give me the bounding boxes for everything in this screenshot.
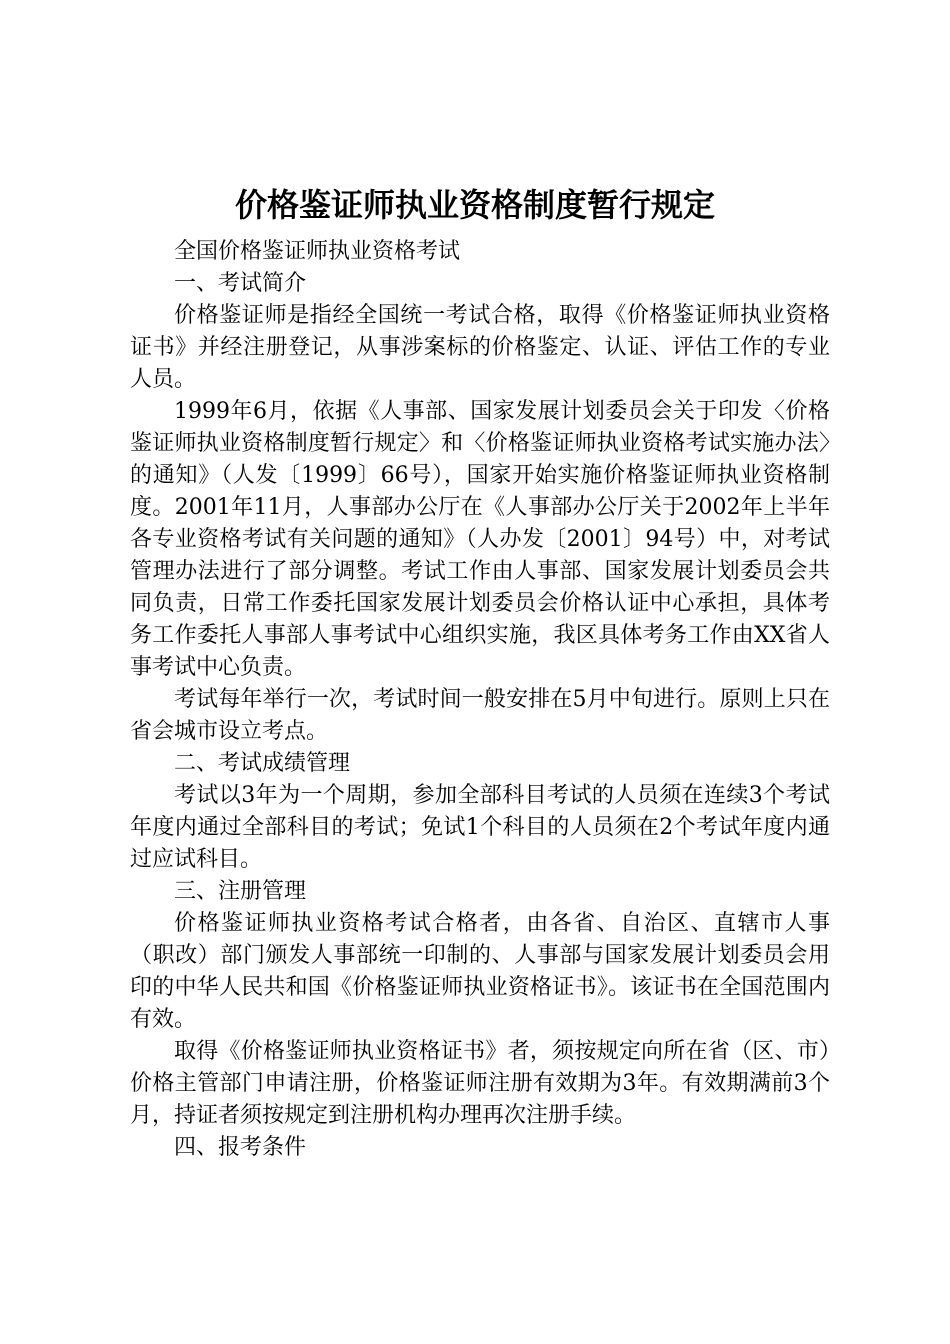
section-heading-exam-intro: 一、考试简介 (174, 271, 307, 296)
paragraph-registration: 取得《价格鉴证师执业资格证书》者，须按规定向所在省（区、市）价格主管部门申请注册，价格鉴证师注册有效期为3年。有效期满前3个月，持证者须按规定到注册机构办理再次注册手续。 (130, 1039, 830, 1128)
paragraph-definition: 价格鉴证师是指经全国统一考试合格，取得《价格鉴证师执业资格证书》并经注册登记，从事涉案标的价格鉴定、认证、评估工作的专业人员。 (130, 303, 830, 392)
section-heading-score-management: 二、考试成绩管理 (174, 751, 351, 776)
document-body (130, 236, 830, 1164)
document-title: 价格鉴证师执业资格制度暂行规定 (234, 186, 715, 224)
section-heading-eligibility: 四、报考条件 (174, 1135, 307, 1160)
section-heading-registration: 三、注册管理 (174, 879, 307, 904)
exam-name-line: 全国价格鉴证师执业资格考试 (174, 239, 461, 264)
paragraph-exam-schedule: 考试每年举行一次，考试时间一般安排在5月中旬进行。原则上只在省会城市设立考点。 (130, 687, 830, 744)
paragraph-certificate: 价格鉴证师执业资格考试合格者，由各省、自治区、直辖市人事（职改）部门颁发人事部统一印制的、人事部与国家发展计划委员会用印的中华人民共和国《价格鉴证师执业资格证书》。该证书在全国范围内有效。 (130, 911, 830, 1032)
paragraph-score-cycle: 考试以3年为一个周期，参加全部科目考试的人员须在连续3个考试年度内通过全部科目的考试；免试1个科目的人员须在2个考试年度内通过应试科目。 (130, 783, 830, 872)
paragraph-history: 1999年6月，依据《人事部、国家发展计划委员会关于印发〈价格鉴证师执业资格制度暂行规定〉和〈价格鉴证师执业资格考试实施办法〉的通知》（人发〔1999〕66号），国家开始实施价格鉴证师执业资格制度。2001年11月，人事部办公厅在《人事部办公厅关于2002年上半年各专业资格考试有关问题的通知》（人办发〔2001〕94号）中，对考试管理办法进行了部分调整。考试工作由人事部、国家发展计划委员会共同负责，日常工作委托国家发展计划委员会价格认证中心承担，具体考务工作委托人事部人事考试中心组织实施，我区具体考务工作由XX省人事考试中心负责。 (130, 399, 830, 680)
